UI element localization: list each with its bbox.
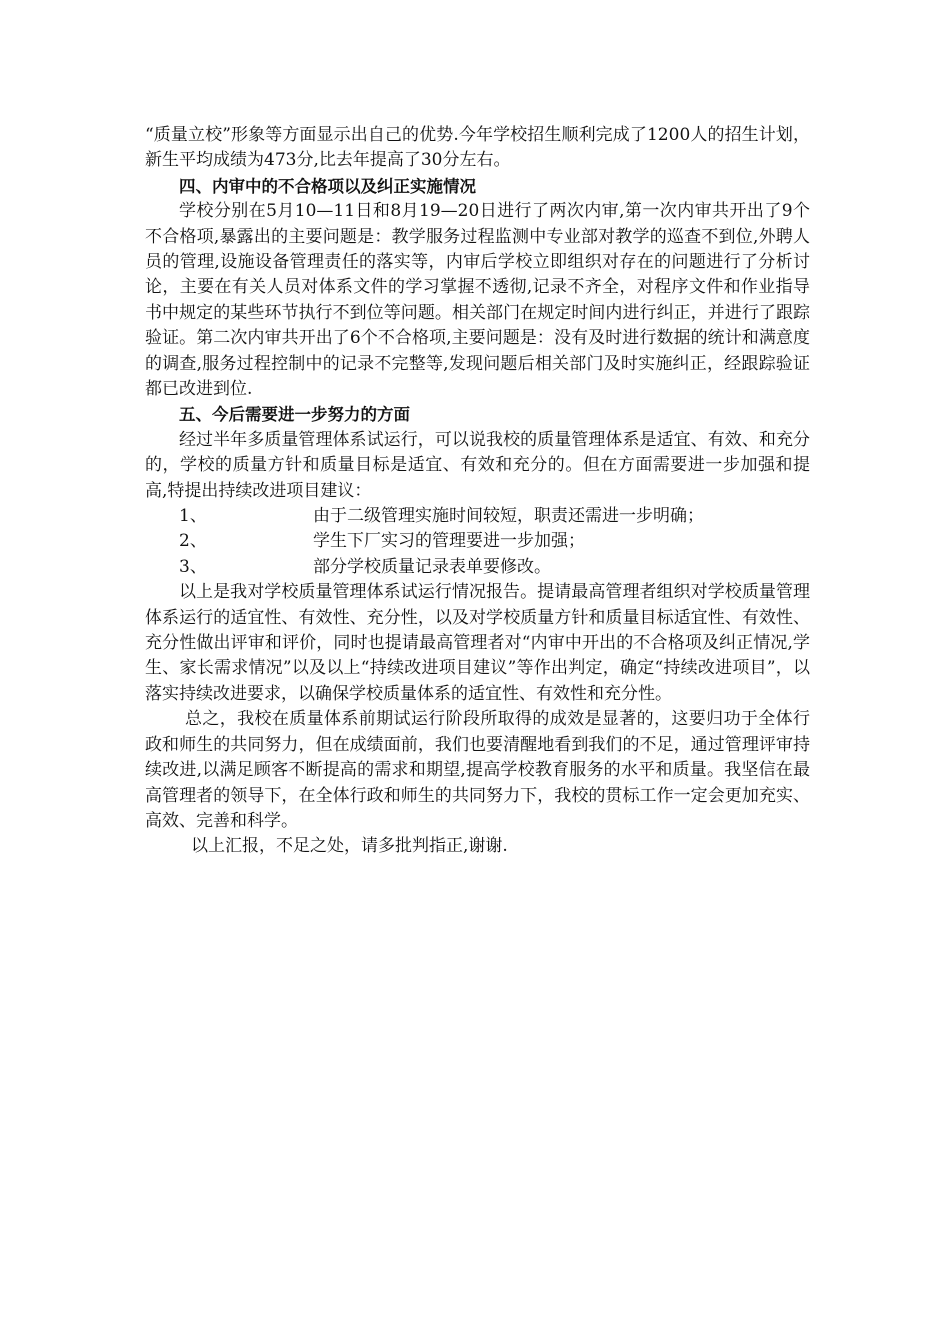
suggestion-text: 由于二级管理实施时间较短，职责还需进一步明确； — [313, 506, 704, 527]
paragraph-internal-audit: 学校分别在5月10—11日和8月19—20日进行了两次内审,第一次内审共开出了9个不合格项,暴露出的主要问题是：教学服务过程监测中专业部对教学的巡查不到位,外聘人员的管理,设施设备管理责任的落实等，内审后学校立即组织对存在的问题进行了分析讨论，主要在有关人员对体系文件的学习掌握不透彻,记录不齐全，对程序文件和作业指导书中规定的某些环节执行不到位等问题。相关部门在规定时间内进行纠正，并进行了跟踪验证。第二次内审共开出了6个不合格项,主要问题是：没有及时进行数据的统计和满意度的调查,服务过程控制中的记录不完整等,发现问题后相关部门及时实施纠正，经跟踪验证都已改进到位. — [145, 201, 810, 400]
suggestion-item — [145, 555, 810, 580]
document-body — [145, 123, 810, 860]
suggestion-number: 3、 — [179, 556, 207, 577]
suggestion-item — [145, 529, 810, 554]
suggestion-text: 学生下厂实习的管理要进一步加强； — [313, 531, 585, 552]
paragraph-future-improvement: 经过半年多质量管理体系试运行，可以说我校的质量管理体系是适宜、有效、和充分的，学校的质量方针和质量目标是适宜、有效和充分的。但在方面需要进一步加强和提高,特提出持续改进项目建议： — [145, 429, 810, 501]
suggestion-number: 2、 — [179, 531, 207, 552]
paragraph-summary: 总之，我校在质量体系前期试运行阶段所取得的成效是显著的，这要归功于全体行政和师生的共同努力，但在成绩面前，我们也要清醒地看到我们的不足，通过管理评审持续改进,以满足顾客不断提高的需求和期望,提高学校教育服务的水平和质量。我坚信在最高管理者的领导下，在全体行政和师生的共同努力下，我校的贯标工作一定会更加充实、高效、完善和科学。 — [145, 709, 810, 831]
section-heading-4: 四、内审中的不合格项以及纠正实施情况 — [179, 176, 476, 196]
section-heading-5: 五、今后需要进一步努力的方面 — [179, 405, 410, 425]
paragraph-report: 以上是我对学校质量管理体系试运行情况报告。提请最高管理者组织对学校质量管理体系运行的适宜性、有效性、充分性，以及对学校质量方针和质量目标适宜性、有效性、充分性做出评审和评价，同时也提请最高管理者对“内审中开出的不合格项及纠正情况,学生、家长需求情况”以及以上“持续改进项目建议”等作出判定，确定“持续改进项目”，以落实持续改进要求，以确保学校质量体系的适宜性、有效性和充分性。 — [145, 582, 810, 704]
paragraph-intro-end: “质量立校”形象等方面显示出自己的优势.今年学校招生顺利完成了1200人的招生计划，新生平均成绩为473分,比去年提高了30分左右。 — [145, 125, 810, 171]
paragraph-closing: 以上汇报，不足之处，请多批判指正,谢谢. — [191, 836, 508, 857]
suggestion-text: 部分学校质量记录表单要修改。 — [313, 556, 551, 577]
suggestion-number: 1、 — [179, 506, 207, 527]
suggestion-item — [145, 504, 810, 529]
